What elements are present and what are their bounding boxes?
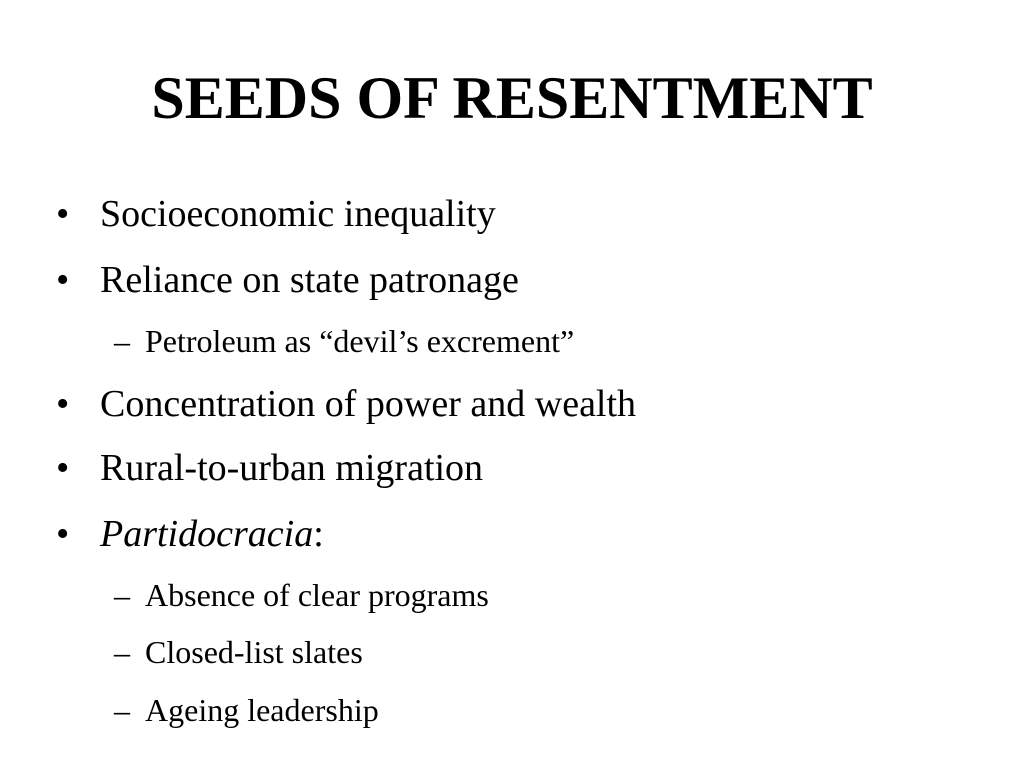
bullet-text: Reliance on state patronage — [100, 259, 519, 301]
sub-bullet-text: Petroleum as “devil’s excrement” — [145, 323, 575, 359]
bullet-marker: • — [56, 447, 70, 489]
bullet-marker: • — [56, 513, 70, 555]
bullet-marker: • — [56, 259, 70, 301]
bullet-text-italic: Partidocracia — [100, 513, 314, 555]
slide-title: SEEDS OF RESENTMENT — [151, 65, 873, 131]
bullet-text-suffix: : — [313, 513, 324, 555]
sub-bullet-text: Ageing leadership — [145, 692, 379, 728]
sub-bullet-marker: – — [114, 577, 130, 613]
sub-bullet-marker: – — [114, 634, 130, 670]
sub-bullet-marker: – — [114, 323, 130, 359]
bullet-text — [100, 510, 324, 558]
bullet-text: Rural-to-urban migration — [100, 447, 484, 489]
bullet-marker: • — [56, 383, 70, 425]
bullet-text: Socioeconomic inequality — [100, 193, 496, 235]
sub-bullet-text: Closed-list slates — [145, 634, 363, 670]
bullet-text: Concentration of power and wealth — [100, 383, 637, 425]
sub-bullet-marker: – — [114, 692, 130, 728]
sub-bullet-text: Absence of clear programs — [145, 577, 489, 613]
bullet-marker: • — [56, 193, 70, 235]
